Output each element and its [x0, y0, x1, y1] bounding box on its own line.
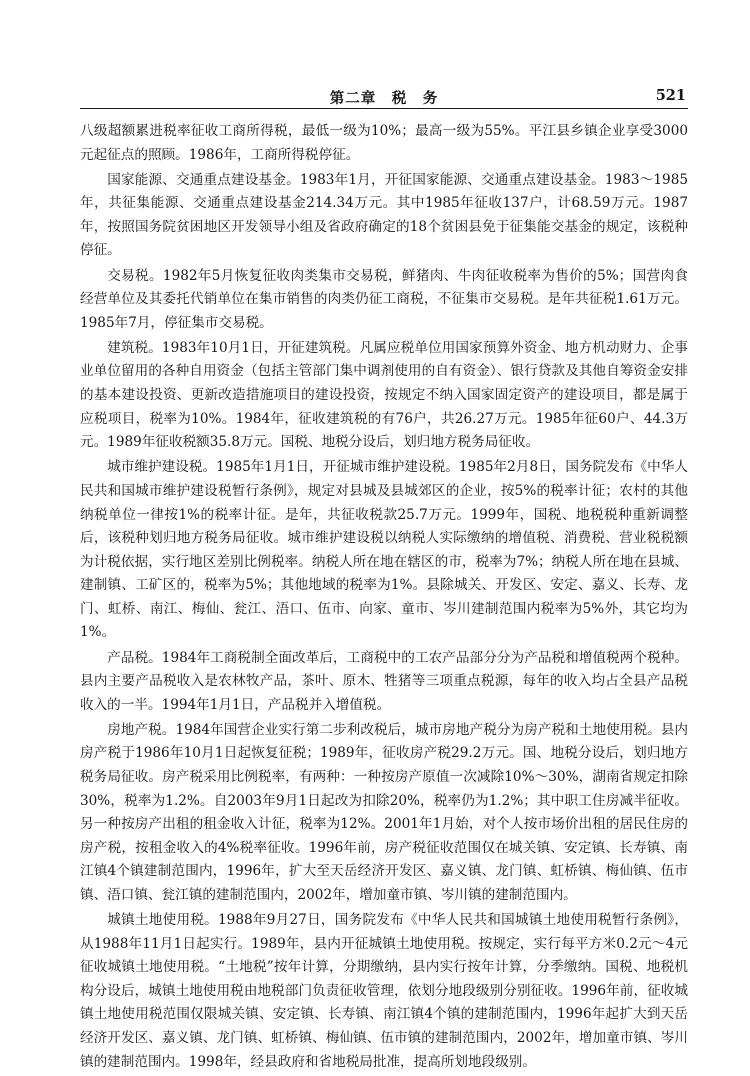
- paragraph-construction-tax: 建筑税。1983年10月1日，开征建筑税。凡属应税单位用国家预算外资金、地方机动财力、企事业单位留用的各种自用资金（包括主管部门集中调剂使用的自有资金）、银行贷款及其他自筹资金安排的基本建设投资、更新改造措施项目的建设投资，按规定不纳入国家固定资产的建设项目，都是属于应税项目，税率为10%。1984年，征收建筑税的有76户，共26.27万元。1985年征60户、44.3万元。1989年征收税额35.8万元。国税、地税分设后，划归地方税务局征收。: [80, 339, 688, 451]
- paragraph-real-estate-tax: 房地产税。1984年国营企业实行第二步利改税后，城市房地产税分为房产税和土地使用税。县内房产税于1986年10月1日起恢复征税；1989年，征收房产税29.2万元。国、地税分设后，划归地方税务局征收。房产税采用比例税率，有两种：一种按房产原值一次减除10%～30%，湖南省规定扣除30%，税率为1.2%。自2003年9月1日起改为扣除20%，税率仍为1.2%；其中职工住房减半征收。另一种按房产出租的租金收入计征，税率为12%。2001年1月始，对个人按市场价出租的居民住房的房产税，按租金收入的4%税率征收。1996年前，房产税征收范围仅在城关镇、安定镇、长寿镇、南江镇4个镇建制范围内，1996年，扩大至天岳经济开发区、嘉义镇、龙门镇、虹桥镇、梅仙镇、伍市镇、浯口镇、瓮江镇的建制范围内，2002年，增加童市镇、岑川镇的建制范围内。: [80, 721, 688, 903]
- paragraph-urban-maintenance-tax: 城市维护建设税。1985年1月1日，开征城市维护建设税。1985年2月8日，国务院发布《中华人民共和国城市维护建设税暂行条例》，规定对县城及县城郊区的企业，按5%的税率计征；农村的其他纳税单位一律按1%的税率计征。是年，共征收税款25.7万元。1999年，国税、地税税种重新调整后，该税种划归地方税务局征收。城市维护建设税以纳税人实际缴纳的增值税、消费税、营业税税额为计税依据，实行地区差别比例税率。纳税人所在地在辖区的市，税率为7%；纳税人所在地在县城、建制镇、工矿区的，税率为5%；其他地域的税率为1%。县除城关、开发区、安定、嘉义、长寿、龙门、虹桥、南江、梅仙、瓮江、浯口、伍市、向家、童市、岑川建制范围内税率为5%外，其它均为1%。: [80, 459, 688, 641]
- paragraph-product-tax: 产品税。1984年工商税制全面改革后，工商税中的工农产品部分分为产品税和增值税两个税种。县内主要产品税收入是农林牧产品，茶叶、原木、牲猪等三项重点税源，每年的收入均占全县产品税收入的一半。1994年1月1日，产品税并入增值税。: [80, 649, 688, 713]
- running-header: [80, 84, 688, 109]
- page-number: 521: [655, 87, 686, 104]
- paragraph-income-tax-end: 八级超额累进税率征收工商所得税，最低一级为10%；最高一级为55%。平江县乡镇企业享受3000元起征点的照顾。1986年，工商所得税停征。: [80, 123, 688, 163]
- paragraph-land-use-tax: 城镇土地使用税。1988年9月27日，国务院发布《中华人民共和国城镇土地使用税暂行条例》，从1988年11月1日起实行。1989年，县内开征城镇土地使用税。按规定，实行每平方米0.2元～4元征收城镇土地使用税。“土地税”按年计算，分期缴纳，县内实行按年计算，分季缴纳。国税、地税机构分设后，城镇土地使用税由地税部门负责征收管理，依划分地段级别分别征收。1996年前，征收城镇土地使用税范围仅限城关镇、安定镇、长寿镇、南江镇4个镇的建制范围内，1996年起扩大到天岳经济开发区、嘉义镇、龙门镇、虹桥镇、梅仙镇、伍市镇的建制范围内，2002年，增加童市镇、岑川镇的建制范围内。1998年，经县政府和省地税局批准，提高所划地段级别。: [80, 912, 688, 1070]
- chapter-title: 第二章 税 务: [329, 90, 439, 107]
- paragraph-transaction-tax: 交易税。1982年5月恢复征收肉类集市交易税，鲜猪肉、牛肉征收税率为售价的5%；国营肉食经营单位及其委托代销单位在集市销售的肉类仍征工商税，不征集市交易税。是年共征税1.61万元。1985年7月，停征集市交易税。: [80, 267, 688, 331]
- paragraph-energy-transport-fund: 国家能源、交通重点建设基金。1983年1月，开征国家能源、交通重点建设基金。1983～1985年，共征集能源、交通重点建设基金214.34万元。其中1985年征收137户，计68.59万元。1987年，按照国务院贫困地区开发领导小组及省政府确定的18个贫困县免于征集能交基金的规定，该税种停征。: [80, 171, 688, 259]
- body-text: [80, 120, 688, 1076]
